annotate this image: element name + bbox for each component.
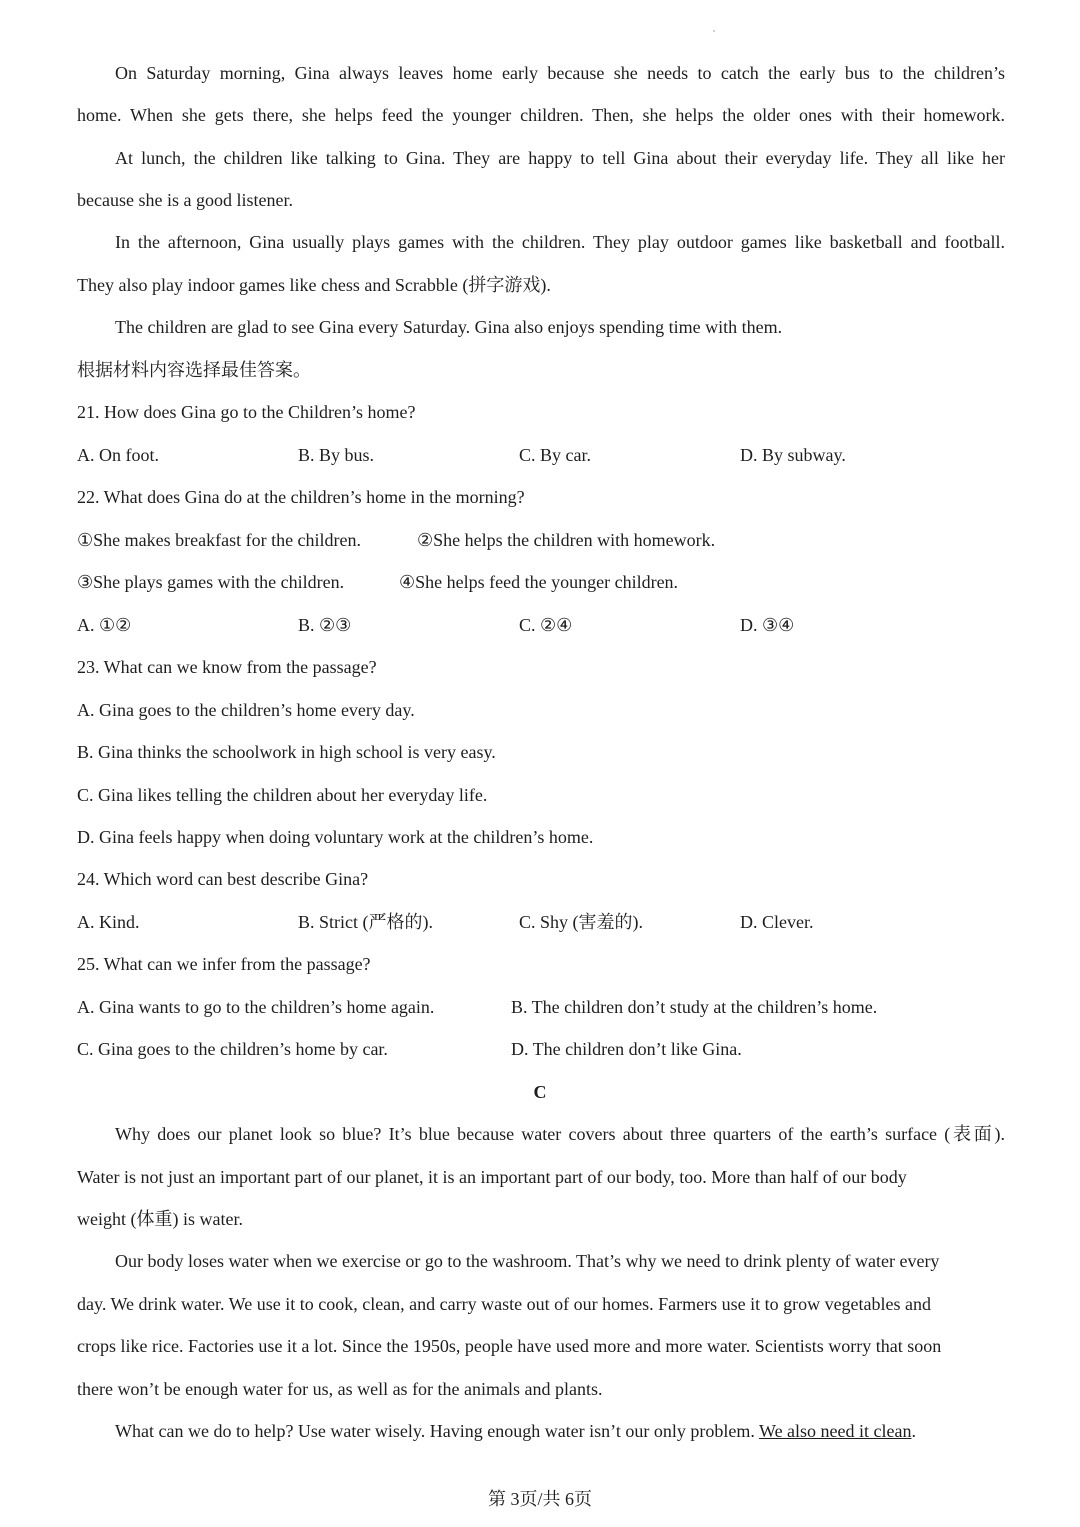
q23-stem: 23. What can we know from the passage? — [77, 657, 377, 677]
q23-option-c: C. Gina likes telling the children about her everyday life. — [77, 785, 488, 805]
q24-stem: 24. Which word can best describe Gina? — [77, 869, 369, 889]
q22-stem: 22. What does Gina do at the children’s home in the morning? — [77, 487, 525, 507]
passage-c-p3-text: What can we do to help? Use water wisely. Having enough water isn’t our only problem. — [115, 1421, 760, 1441]
passage-c-p3 — [115, 1419, 916, 1443]
passage-b-p2-line2: because she is a good listener. — [77, 190, 293, 210]
passage-b-p3-line1: In the afternoon, Gina usually plays games with the children. They play outdoor games like basketball and football. — [115, 232, 1005, 252]
q25-option-b: B. The children don’t study at the children’s home. — [511, 997, 878, 1017]
q21-option-d: D. By subway. — [740, 445, 846, 465]
q24-option-c: C. Shy (害羞的). — [519, 912, 644, 932]
page-number: 第 3页/共 6页 — [487, 1489, 592, 1509]
q21-option-a: A. On foot. — [77, 445, 159, 465]
q22-option-a: A. ①② — [77, 615, 132, 635]
scan-speck — [713, 30, 715, 32]
passage-b-p1-line1: On Saturday morning, Gina always leaves home early because she needs to catch the early bus to the children’s — [115, 63, 1005, 83]
passage-b-p4: The children are glad to see Gina every Saturday. Gina also enjoys spending time with them. — [115, 317, 783, 337]
passage-c-p1-line1: Why does our planet look so blue? It’s blue because water covers about three quarters of the earth’s surface (表面). — [115, 1124, 1005, 1144]
q22-item-2: ②She helps the children with homework. — [417, 530, 716, 550]
passage-b-p1-line2: home. When she gets there, she helps feed the younger children. Then, she helps the older ones with their homework. — [77, 105, 1005, 125]
q25-stem: 25. What can we infer from the passage? — [77, 954, 371, 974]
q21-option-b: B. By bus. — [298, 445, 375, 465]
q23-option-b: B. Gina thinks the schoolwork in high school is very easy. — [77, 742, 496, 762]
q24-option-b: B. Strict (严格的). — [298, 912, 433, 932]
q25-option-a: A. Gina wants to go to the children’s home again. — [77, 997, 435, 1017]
passage-c-p2-line2: day. We drink water. We use it to cook, clean, and carry waste out of our homes. Farmers use it to grow vegetables and — [77, 1294, 932, 1314]
passage-b-p3-line2: They also play indoor games like chess and Scrabble (拼字游戏). — [77, 275, 551, 295]
q23-option-a: A. Gina goes to the children’s home every day. — [77, 700, 415, 720]
q22-item-3: ③She plays games with the children. — [77, 572, 345, 592]
q22-item-1: ①She makes breakfast for the children. — [77, 530, 362, 550]
passage-c-p1-line3: weight (体重) is water. — [77, 1209, 243, 1229]
q22-item-4: ④She helps feed the younger children. — [399, 572, 679, 592]
q21-stem: 21. How does Gina go to the Children’s home? — [77, 402, 416, 422]
q23-option-d: D. Gina feels happy when doing voluntary work at the children’s home. — [77, 827, 594, 847]
q21-option-c: C. By car. — [519, 445, 591, 465]
passage-c-p2-line3: crops like rice. Factories use it a lot. Since the 1950s, people have used more and more water. Scientists worry that soon — [77, 1336, 942, 1356]
passage-c-p2-line4: there won’t be enough water for us, as well as for the animals and plants. — [77, 1379, 603, 1399]
passage-c-p2-line1: Our body loses water when we exercise or go to the washroom. That’s why we need to drink plenty of water every — [115, 1251, 940, 1271]
q22-option-c: C. ②④ — [519, 615, 573, 635]
q25-option-c: C. Gina goes to the children’s home by car. — [77, 1039, 388, 1059]
underlined-sentence: We also need it clean — [759, 1421, 912, 1441]
section-c-heading: C — [533, 1082, 547, 1102]
q22-option-d: D. ③④ — [740, 615, 795, 635]
q22-option-b: B. ②③ — [298, 615, 352, 635]
instruction: 根据材料内容选择最佳答案。 — [77, 360, 311, 380]
passage-b-p2-line1: At lunch, the children like talking to Gina. They are happy to tell Gina about their everyday life. They all like her — [115, 148, 1005, 168]
q24-option-d: D. Clever. — [740, 912, 814, 932]
passage-c-p3-period: . — [911, 1421, 916, 1441]
q25-option-d: D. The children don’t like Gina. — [511, 1039, 742, 1059]
q24-option-a: A. Kind. — [77, 912, 140, 932]
passage-c-p1-line2: Water is not just an important part of our planet, it is an important part of our body, too. More than half of our body — [77, 1167, 907, 1187]
